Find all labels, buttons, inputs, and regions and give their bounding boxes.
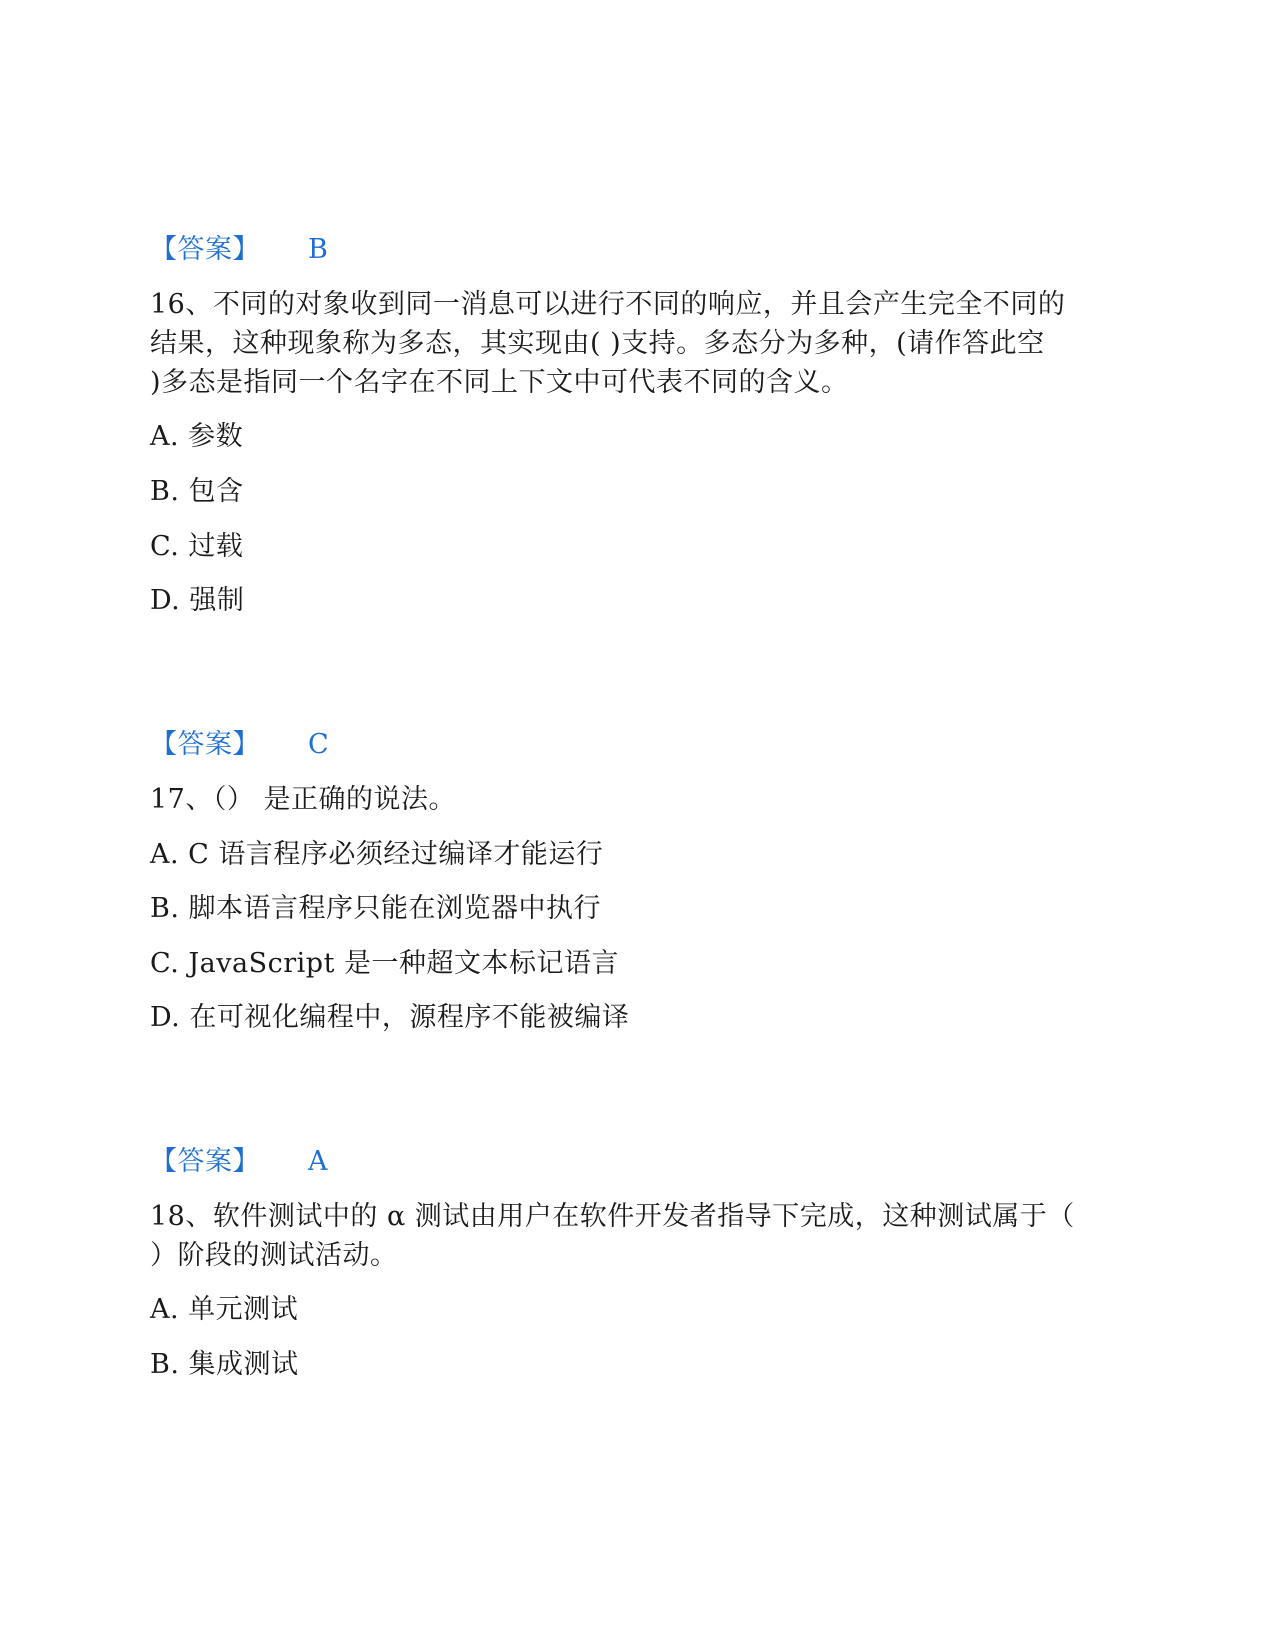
question-16-line-1: 16、不同的对象收到同一消息可以进行不同的响应，并且会产生完全不同的 [150,289,1066,320]
option-a: A. 参数 [150,421,244,452]
option-b: B. 包含 [150,476,244,507]
option-c: C. 过载 [150,531,244,562]
answer-label: 【答案】 [150,234,260,265]
question-16-line-2: 结果，这种现象称为多态，其实现由( )支持。多态分为多种，(请作答此空 [150,328,1045,359]
option-a: A. C 语言程序必须经过编译才能运行 [150,839,604,870]
option-c: C. JavaScript 是一种超文本标记语言 [150,948,620,979]
question-18-line-1: 18、软件测试中的 α 测试由用户在软件开发者指导下完成，这种测试属于（ [150,1201,1075,1232]
answer-label: 【答案】 [150,729,260,760]
answer-value: C [308,729,330,760]
answer-line [150,725,329,765]
question-17-line-1: 17、（） 是正确的说法。 [150,784,456,815]
answer-line [150,1142,328,1182]
answer-label: 【答案】 [150,1146,260,1177]
option-b: B. 脚本语言程序只能在浏览器中执行 [150,893,602,924]
answer-value: A [308,1146,328,1177]
option-d: D. 在可视化编程中，源程序不能被编译 [150,1002,630,1033]
answer-line [150,230,328,270]
option-d: D. 强制 [150,585,245,616]
option-a: A. 单元测试 [150,1294,299,1325]
question-18-line-2: ）阶段的测试活动。 [150,1240,398,1271]
question-16-line-3: )多态是指同一个名字在不同上下文中可代表不同的含义。 [150,367,849,398]
answer-value: B [308,234,329,265]
option-b: B. 集成测试 [150,1349,299,1380]
